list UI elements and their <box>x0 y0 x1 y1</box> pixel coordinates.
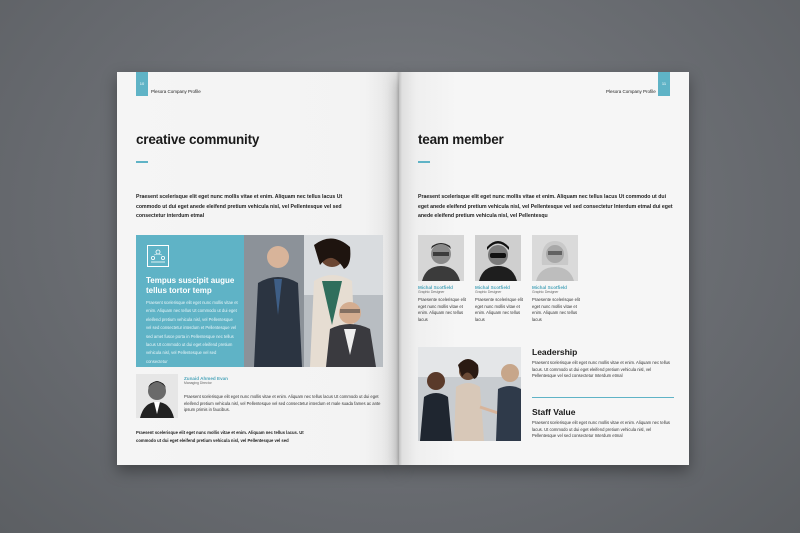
member-portrait <box>475 235 521 281</box>
running-header: Plesora Company Profile <box>606 89 656 94</box>
closing-paragraph: Praesent scelerisque elit eget nunc mollis vitae et enim. Aliquam nec tellus lacus. Ut commodo ut dui eget eleifend pretium vehicula nisl, vel Pellentesque vel sed <box>136 430 304 443</box>
member-role: Graphic Designer <box>475 290 502 294</box>
member-text: Praesente scelerisque elit eget nunc mollis vitae et enim. Aliquam nec tellus lacus <box>532 297 580 322</box>
profile-block <box>184 376 309 385</box>
member-role: Graphic Designer <box>418 290 445 294</box>
member-name: Michal Scotfield <box>475 285 510 290</box>
member-card <box>532 285 584 323</box>
meeting-photo <box>418 347 521 441</box>
member-portrait <box>418 235 464 281</box>
page-title: creative community <box>136 132 260 147</box>
member-card <box>418 285 470 323</box>
profile-role: Managing Director <box>184 381 212 385</box>
staff-value-text: Praesent scelerisque elit eget nunc mollis vitae et enim. Aliquam nec tellus lacus. Ut commodo ut dui eget eleifend pretium vehicula nisl, vel Pellentesque vel sed consectetur Interdum etmal <box>532 420 671 439</box>
highlight-box <box>136 235 244 367</box>
book-spine-shadow <box>396 72 402 465</box>
accent-dash <box>136 161 148 163</box>
profile-text: Praesent scelerisque elit eget nunc mollis vitae et enim. Aliquam nec tellus lacus Ut commodo ut dui eget eleifend pretium vehicula nisl, vel Pellentesque vel sed consectetur interdum et male suada fames ac ante ipsum primis in faucibus. <box>184 394 381 413</box>
member-portrait <box>532 235 578 281</box>
page-title: team member <box>418 132 504 147</box>
team-icon <box>147 245 169 267</box>
member-text: Praesente scelerisque elit eget nunc mollis vitae et enim. Aliquam nec tellus lacus <box>418 297 466 322</box>
page-number-tab: 10 <box>136 72 148 96</box>
leadership-text: Praesent scelerisque elit eget nunc mollis vitae et enim. Aliquam nec tellus lacus. Ut commodo ut dui eget eleifend pretium vehicula nisl, vel Pellentesque vel sed consectetur Interdum etmal <box>532 360 671 379</box>
member-name: Michal Scotfield <box>532 285 567 290</box>
running-header: Plesora Company Profile <box>151 89 201 94</box>
intro-paragraph: Praesent scelerisque elit eget nunc mollis vitae et enim. Aliquam nec tellus lacus Ut commodo ut dui eget anede eleifend pretium vehicula nisl, vel Pellentesque vel sed consectetur Interdum etmal dui eget anede eleifend pretium vehicula nisl, vel Pellentesqu <box>418 194 673 219</box>
intro-paragraph: Praesent scelerisque elit eget nunc mollis vitae et enim. Aliquam nec tellus lacus Ut commodo ut dui eget anede eleifend pretium vehicula nisl, vel Pellentesque vel sed consectetur interdum etmal <box>136 194 343 219</box>
staff-value-heading: Staff Value <box>532 407 576 417</box>
right-page <box>399 72 689 465</box>
highlight-heading: Tempus suscipit augue tellus tortor temp <box>146 276 235 295</box>
member-role: Graphic Designer <box>532 290 559 294</box>
director-portrait <box>136 374 178 418</box>
section-divider <box>532 397 674 398</box>
team-photo <box>244 235 383 367</box>
profile-name: Zunaid Ahmed Evan <box>184 376 228 381</box>
left-page <box>117 72 399 465</box>
leadership-heading: Leadership <box>532 347 578 357</box>
member-text: Praesente scelerisque elit eget nunc mollis vitae et enim. Aliquam nec tellus lacus <box>475 297 523 322</box>
member-card <box>475 285 527 323</box>
member-name: Michal Scotfield <box>418 285 453 290</box>
highlight-body: Praesent scelerisque elit eget nunc mollis vitae et enim. Aliquam nec tellus Ut commodo ut dui eget eleifend pretium vehicula nisl, vel Pellentesque vel sed consectetur interdum et Pellentesque vel sed amet fusce porta in Pellentesque nec tellus lacus Ut commodo ut dui eget eleifend pretium vehicula nisl, vel Pellentesque vel sed consectetur <box>146 300 238 364</box>
accent-dash <box>418 161 430 163</box>
page-number-tab: 11 <box>658 72 670 96</box>
